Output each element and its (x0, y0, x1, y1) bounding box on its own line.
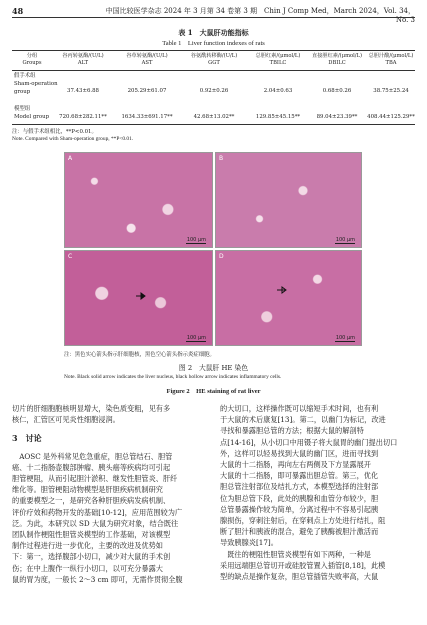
section-heading: 3 讨论 (12, 433, 42, 444)
solid-arrow-icon (135, 291, 149, 301)
left-column: 切片的肝细胞胞核明显增大，染色质变粗，见有多 核仁，汇管区可见炎性细胞浸润。 3 讨论 AOSC 是外科常见危急重症，胆总管结石、胆管 癌、十二指肠壶腹部肿瘤、胰头癌等疾病均可引起 胆管梗阻，从而引起胆汁淤积、继发性胆管炎、肝纤 维化等。胆管梗阻动物模型是肝胆疾病机制研究 的重要模型之一，是研究各种肝胆疾病发病机制、 评价疗效和药物开发的基础[10-12]，应用范围较为广 泛。为此，本研究以 SD 大鼠为研究对象，结合既往 团队制作梗阻性胆管炎模型的工作基础，对该模型 制作过程进行进一步优化，主要的改进及优势如 下：第一，选择腹部小切口，减少对大鼠的手术创 伤；在中上腹作一纵行小切口，以可充分暴露大 鼠的胃为度，一般长 2～3 cm 即可，无需作贯彻全腹 (12, 403, 207, 585)
histology-panel-c (64, 250, 213, 346)
scale-bar (335, 243, 355, 244)
header-rule (12, 17, 415, 18)
panel-label: C (68, 253, 73, 260)
table-cell: 2.04±0.63 (263, 88, 293, 94)
table-cell: 37.43±6.88 (67, 88, 99, 94)
figure-caption-en: Figure 2 HE staining of rat liver (166, 388, 261, 395)
panel-label: D (219, 253, 224, 260)
col-header-groups: 分组 Groups (22, 53, 42, 66)
scale-bar (186, 341, 206, 342)
table-top-rule (12, 50, 415, 51)
table-title-cn: 表 1 大鼠肝功能指标 (178, 28, 249, 37)
page-number: 48 (12, 6, 24, 16)
hollow-arrow-icon (276, 285, 290, 295)
col-header-tbilc: 总胆红素/(μmol/L) TBILC (255, 53, 301, 66)
table-note-en: Note. Compared with Sham-operation group, **P<0.01. (12, 136, 134, 142)
scale-label: 100 μm (186, 237, 206, 243)
table-note-cn: 注：与假手术组相比，**P<0.01。 (12, 129, 97, 135)
journal-header: 中国比较医学杂志 2024 年 3 月第 34 卷第 3 期 Chin J Comp Med，March 2024，Vol. 34，No. 3 (105, 7, 415, 24)
table-cell: 0.92±0.26 (199, 88, 229, 94)
table-cell: 42.68±13.02** (193, 114, 235, 120)
table-cell: 408.44±125.29** (367, 114, 415, 120)
histology-panel-b (215, 152, 362, 248)
figure-caption-cn: 图 2 大鼠肝 HE 染色 (178, 364, 249, 372)
scale-label: 100 μm (335, 335, 355, 341)
figure-note-cn: 注：黑色实心箭头指示肝细胞核，黑色空心箭头指示炎症细胞。 (64, 352, 215, 358)
col-header-ast: 谷草转氨酶/(U/L) AST (126, 53, 168, 66)
col-header-ggt: 谷氨酰转移酶/(U/L) GGT (190, 53, 238, 66)
table-bottom-rule (12, 124, 415, 125)
col-header-dbilc: 直接胆红素/(μmol/L) DBILC (312, 53, 362, 66)
scale-bar (335, 341, 355, 342)
scale-label: 100 μm (335, 237, 355, 243)
figure-note-en: Note. Black solid arrow indicates the liver nucleus, black hollow arrow indicates inflammatory cells. (64, 374, 282, 380)
table-cell: 205.29±61.07 (127, 88, 167, 94)
right-column: 的大切口，这样操作既可以缩短手术时间，也有利 于大鼠的术后康复[13]。第二，以幽门为标记，改进 寻找和暴露胆总管的方法；根据大鼠的解剖特 点[14-16]，从小切口中用镊子将大鼠胃的幽门提出切口 外，这样可以轻易找到大鼠的幽门区，进而寻找到 大鼠的十二指肠，再向左右两侧及下方显露展开 大鼠的十二指肠，即可暴露出胆总管。第三，优化 胆总管注射部位及结扎方式，本模型选择的注射部 位为胆总管下段，此处的胰腺和血管分布较少，胆 总管暴露操作较为简单，分离过程中不容易引起胰 腺损伤，穿刺注射后，在穿刺点上方处进行结扎，阻 断了胆汁和胰液的混合，避免了胰酶被胆汁激活而 导致胰腺炎[17]。 既往的梗阻性胆管炎模型有如下两种，一种是 采用远端胆总管切开或硅胶管置入插管[8,18]，此模 型的缺点是操作复杂，胆总管插管失败率高，大鼠 (220, 404, 398, 582)
table-cell: 0.68±0.26 (322, 88, 352, 94)
table-cell: 1634.33±691.17** (121, 114, 173, 120)
histology-panel-d (215, 250, 362, 346)
histology-panel-a (64, 152, 213, 248)
scale-bar (186, 243, 206, 244)
table-row-label: 假手术组 Sham-operation group (14, 73, 58, 95)
col-header-tba: 总胆汁酸/(μmol/L) TBA (368, 53, 414, 66)
scale-label: 100 μm (186, 335, 206, 341)
panel-label: B (219, 155, 224, 162)
panel-label: A (68, 155, 73, 162)
table-cell: 38.75±25.24 (373, 88, 409, 94)
col-header-alt: 谷丙转氨酶/(U/L) ALT (62, 53, 104, 66)
table-header-rule (12, 70, 415, 71)
table-cell: 720.68±282.11** (59, 114, 107, 120)
table-cell: 129.85±45.15** (255, 114, 301, 120)
table-cell: 89.04±23.39** (316, 114, 358, 120)
table-row-label: 模型组 Model group (14, 106, 50, 120)
table-title-en: Table 1 Liver function indexes of rats (162, 40, 265, 47)
